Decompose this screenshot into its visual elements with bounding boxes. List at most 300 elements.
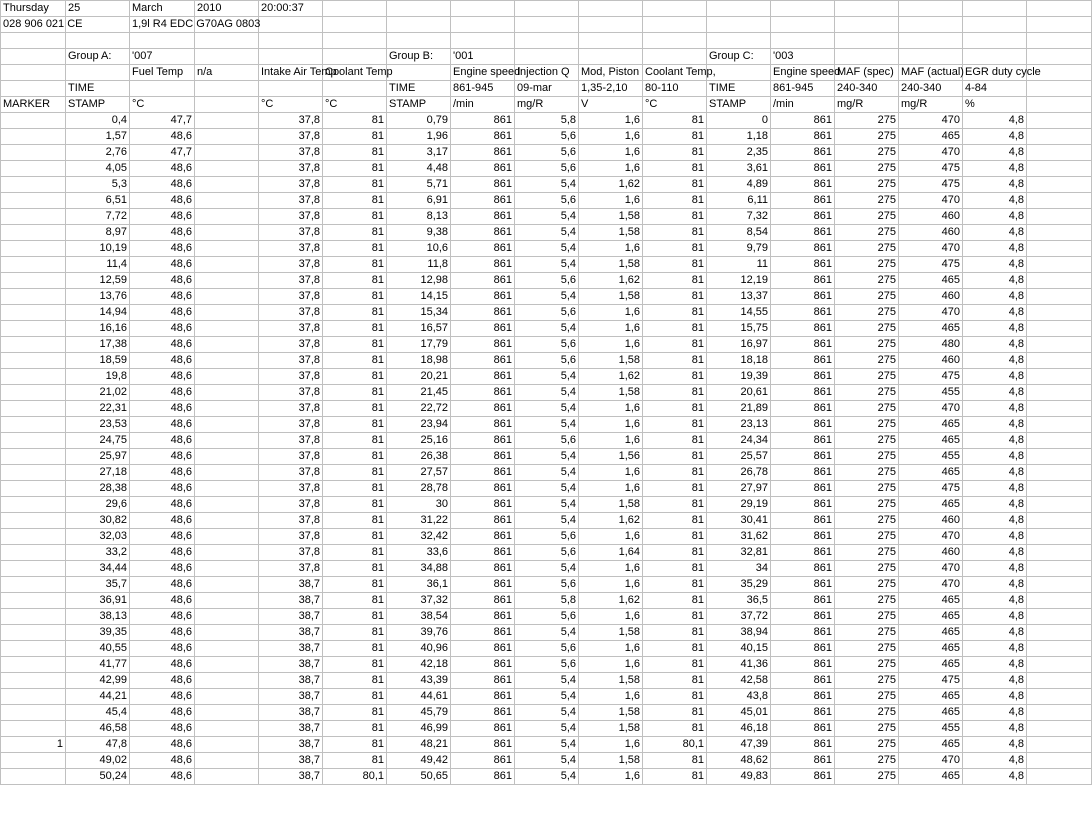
cell[interactable]: 49,02 bbox=[66, 753, 130, 769]
cell[interactable]: 12,19 bbox=[707, 273, 771, 289]
cell[interactable]: 48,6 bbox=[130, 337, 195, 353]
cell[interactable] bbox=[195, 737, 259, 753]
cell[interactable]: 18,98 bbox=[387, 353, 451, 369]
cell[interactable]: 40,55 bbox=[66, 641, 130, 657]
cell[interactable]: 475 bbox=[899, 177, 963, 193]
cell[interactable]: 1,62 bbox=[579, 177, 643, 193]
cell[interactable]: 37,8 bbox=[259, 433, 323, 449]
cell[interactable]: 861 bbox=[771, 769, 835, 785]
cell[interactable] bbox=[387, 65, 451, 81]
cell[interactable]: 31,22 bbox=[387, 513, 451, 529]
cell[interactable]: 275 bbox=[835, 465, 899, 481]
cell[interactable]: 32,81 bbox=[707, 545, 771, 561]
cell[interactable]: 861 bbox=[451, 705, 515, 721]
cell[interactable]: 81 bbox=[643, 705, 707, 721]
cell[interactable] bbox=[1027, 497, 1092, 513]
cell[interactable]: 81 bbox=[643, 113, 707, 129]
cell[interactable]: 861 bbox=[451, 433, 515, 449]
cell[interactable]: 5,6 bbox=[515, 305, 579, 321]
cell[interactable]: 1,62 bbox=[579, 369, 643, 385]
cell[interactable]: 4,89 bbox=[707, 177, 771, 193]
cell[interactable] bbox=[579, 33, 643, 49]
cell[interactable]: 861 bbox=[771, 113, 835, 129]
cell[interactable]: 41,77 bbox=[66, 657, 130, 673]
cell[interactable] bbox=[259, 33, 323, 49]
cell[interactable]: 455 bbox=[899, 721, 963, 737]
cell[interactable]: 81 bbox=[643, 177, 707, 193]
cell[interactable]: 861 bbox=[451, 513, 515, 529]
cell[interactable]: 38,7 bbox=[259, 625, 323, 641]
cell[interactable]: 81 bbox=[323, 625, 387, 641]
cell[interactable]: 4,8 bbox=[963, 257, 1027, 273]
cell[interactable]: 475 bbox=[899, 161, 963, 177]
cell[interactable]: 48,6 bbox=[130, 481, 195, 497]
cell[interactable]: 48,21 bbox=[387, 737, 451, 753]
cell[interactable]: 48,6 bbox=[130, 609, 195, 625]
cell[interactable] bbox=[195, 113, 259, 129]
cell[interactable]: 38,13 bbox=[66, 609, 130, 625]
cell[interactable]: 861 bbox=[771, 225, 835, 241]
cell[interactable]: 32,42 bbox=[387, 529, 451, 545]
cell[interactable]: 81 bbox=[323, 321, 387, 337]
cell[interactable] bbox=[195, 369, 259, 385]
cell[interactable]: 37,8 bbox=[259, 449, 323, 465]
cell[interactable]: 81 bbox=[323, 241, 387, 257]
cell[interactable]: 37,8 bbox=[259, 129, 323, 145]
cell[interactable]: 45,79 bbox=[387, 705, 451, 721]
cell[interactable]: 5,4 bbox=[515, 209, 579, 225]
cell[interactable] bbox=[899, 1, 963, 17]
cell[interactable] bbox=[1, 225, 66, 241]
cell[interactable]: 38,7 bbox=[259, 705, 323, 721]
cell[interactable]: 38,7 bbox=[259, 577, 323, 593]
cell[interactable]: Group C: bbox=[707, 49, 771, 65]
cell[interactable]: 470 bbox=[899, 113, 963, 129]
cell[interactable]: 460 bbox=[899, 513, 963, 529]
cell[interactable]: 5,6 bbox=[515, 337, 579, 353]
cell[interactable]: 4,8 bbox=[963, 689, 1027, 705]
cell[interactable]: 37,8 bbox=[259, 385, 323, 401]
cell[interactable] bbox=[643, 33, 707, 49]
cell[interactable] bbox=[899, 49, 963, 65]
cell[interactable] bbox=[1027, 17, 1092, 33]
cell[interactable] bbox=[1027, 561, 1092, 577]
cell[interactable] bbox=[195, 513, 259, 529]
cell[interactable] bbox=[1027, 305, 1092, 321]
cell[interactable]: 35,7 bbox=[66, 577, 130, 593]
cell[interactable]: 48,6 bbox=[130, 449, 195, 465]
cell[interactable]: 275 bbox=[835, 753, 899, 769]
cell[interactable]: STAMP bbox=[387, 97, 451, 113]
cell[interactable]: 275 bbox=[835, 497, 899, 513]
cell[interactable]: 5,6 bbox=[515, 193, 579, 209]
cell[interactable]: 3,17 bbox=[387, 145, 451, 161]
cell[interactable]: 861 bbox=[451, 145, 515, 161]
cell[interactable] bbox=[1, 305, 66, 321]
cell[interactable] bbox=[1, 241, 66, 257]
cell[interactable]: Intake Air Temp bbox=[259, 65, 323, 81]
cell[interactable]: 48,6 bbox=[130, 369, 195, 385]
cell[interactable]: 38,7 bbox=[259, 609, 323, 625]
cell[interactable]: 1,58 bbox=[579, 385, 643, 401]
cell[interactable]: 861 bbox=[771, 673, 835, 689]
cell[interactable] bbox=[195, 321, 259, 337]
cell[interactable] bbox=[1027, 769, 1092, 785]
cell[interactable]: 80-110 bbox=[643, 81, 707, 97]
cell[interactable]: 861 bbox=[451, 305, 515, 321]
cell[interactable]: 861 bbox=[771, 273, 835, 289]
cell[interactable]: 275 bbox=[835, 769, 899, 785]
cell[interactable]: 4,8 bbox=[963, 305, 1027, 321]
cell[interactable]: 48,62 bbox=[707, 753, 771, 769]
cell[interactable]: 4,8 bbox=[963, 433, 1027, 449]
cell[interactable]: 45,01 bbox=[707, 705, 771, 721]
cell[interactable] bbox=[1027, 33, 1092, 49]
cell[interactable]: 37,8 bbox=[259, 369, 323, 385]
cell[interactable]: 470 bbox=[899, 193, 963, 209]
cell[interactable] bbox=[323, 17, 387, 33]
cell[interactable]: '007 bbox=[130, 49, 195, 65]
cell[interactable]: 7,72 bbox=[66, 209, 130, 225]
cell[interactable]: 81 bbox=[323, 481, 387, 497]
cell[interactable]: 48,6 bbox=[130, 689, 195, 705]
cell[interactable]: 1,6 bbox=[579, 641, 643, 657]
cell[interactable]: 81 bbox=[323, 353, 387, 369]
cell[interactable]: 6,11 bbox=[707, 193, 771, 209]
cell[interactable]: 465 bbox=[899, 737, 963, 753]
cell[interactable]: 39,35 bbox=[66, 625, 130, 641]
cell[interactable]: 37,8 bbox=[259, 241, 323, 257]
cell[interactable]: 861 bbox=[451, 449, 515, 465]
cell[interactable]: 861 bbox=[771, 465, 835, 481]
cell[interactable]: 37,72 bbox=[707, 609, 771, 625]
cell[interactable]: 38,94 bbox=[707, 625, 771, 641]
cell[interactable]: 4,8 bbox=[963, 577, 1027, 593]
cell[interactable]: 480 bbox=[899, 337, 963, 353]
cell[interactable]: 861 bbox=[771, 721, 835, 737]
cell[interactable]: 27,97 bbox=[707, 481, 771, 497]
cell[interactable] bbox=[195, 481, 259, 497]
cell[interactable]: 81 bbox=[323, 609, 387, 625]
cell[interactable]: 24,75 bbox=[66, 433, 130, 449]
cell[interactable]: 14,15 bbox=[387, 289, 451, 305]
cell[interactable]: 81 bbox=[643, 641, 707, 657]
cell[interactable]: 861 bbox=[771, 641, 835, 657]
cell[interactable] bbox=[1027, 465, 1092, 481]
cell[interactable]: 275 bbox=[835, 625, 899, 641]
cell[interactable] bbox=[1027, 705, 1092, 721]
cell[interactable]: 1,6 bbox=[579, 737, 643, 753]
cell[interactable]: 81 bbox=[323, 113, 387, 129]
cell[interactable]: 275 bbox=[835, 257, 899, 273]
cell[interactable]: 81 bbox=[323, 337, 387, 353]
cell[interactable]: 861 bbox=[451, 209, 515, 225]
cell[interactable] bbox=[1027, 97, 1092, 113]
cell[interactable] bbox=[130, 81, 195, 97]
cell[interactable]: 4,8 bbox=[963, 289, 1027, 305]
cell[interactable] bbox=[771, 1, 835, 17]
cell[interactable]: 44,21 bbox=[66, 689, 130, 705]
cell[interactable]: 81 bbox=[323, 721, 387, 737]
cell[interactable]: 1,62 bbox=[579, 593, 643, 609]
cell[interactable]: 49,83 bbox=[707, 769, 771, 785]
cell[interactable] bbox=[1027, 577, 1092, 593]
cell[interactable]: 81 bbox=[643, 353, 707, 369]
cell[interactable] bbox=[1027, 129, 1092, 145]
cell[interactable]: 1,6 bbox=[579, 465, 643, 481]
cell[interactable] bbox=[195, 705, 259, 721]
cell[interactable]: 48,6 bbox=[130, 401, 195, 417]
cell[interactable]: 4,8 bbox=[963, 657, 1027, 673]
cell[interactable] bbox=[1027, 721, 1092, 737]
cell[interactable] bbox=[66, 33, 130, 49]
cell[interactable]: 861 bbox=[771, 705, 835, 721]
cell[interactable] bbox=[195, 545, 259, 561]
cell[interactable]: 861 bbox=[771, 145, 835, 161]
cell[interactable]: 37,8 bbox=[259, 209, 323, 225]
cell[interactable]: 37,8 bbox=[259, 161, 323, 177]
cell[interactable]: 81 bbox=[643, 273, 707, 289]
cell[interactable]: 5,4 bbox=[515, 753, 579, 769]
cell[interactable]: 861 bbox=[451, 609, 515, 625]
cell[interactable] bbox=[195, 305, 259, 321]
cell[interactable]: 81 bbox=[643, 769, 707, 785]
cell[interactable] bbox=[515, 33, 579, 49]
cell[interactable]: 1,58 bbox=[579, 353, 643, 369]
cell[interactable]: 14,55 bbox=[707, 305, 771, 321]
cell[interactable]: 81 bbox=[643, 417, 707, 433]
cell[interactable]: 4,8 bbox=[963, 561, 1027, 577]
cell[interactable]: 37,8 bbox=[259, 321, 323, 337]
cell[interactable]: 34 bbox=[707, 561, 771, 577]
cell[interactable]: 48,6 bbox=[130, 161, 195, 177]
cell[interactable] bbox=[899, 17, 963, 33]
cell[interactable]: 5,6 bbox=[515, 433, 579, 449]
cell[interactable]: 5,4 bbox=[515, 465, 579, 481]
cell[interactable]: 275 bbox=[835, 145, 899, 161]
cell[interactable]: 81 bbox=[323, 401, 387, 417]
cell[interactable]: 861 bbox=[771, 545, 835, 561]
cell[interactable] bbox=[1, 513, 66, 529]
cell[interactable]: 861 bbox=[771, 609, 835, 625]
cell[interactable]: 38,7 bbox=[259, 593, 323, 609]
cell[interactable]: 861 bbox=[771, 385, 835, 401]
cell[interactable] bbox=[1, 577, 66, 593]
cell[interactable]: 48,6 bbox=[130, 769, 195, 785]
cell[interactable]: 81 bbox=[643, 721, 707, 737]
cell[interactable] bbox=[771, 17, 835, 33]
cell[interactable] bbox=[1027, 529, 1092, 545]
cell[interactable]: 861 bbox=[451, 337, 515, 353]
cell[interactable]: 81 bbox=[323, 577, 387, 593]
cell[interactable] bbox=[963, 49, 1027, 65]
cell[interactable]: 48,6 bbox=[130, 577, 195, 593]
cell[interactable]: 4,8 bbox=[963, 481, 1027, 497]
cell[interactable]: 37,8 bbox=[259, 289, 323, 305]
cell[interactable]: 275 bbox=[835, 321, 899, 337]
cell[interactable]: 81 bbox=[323, 193, 387, 209]
cell[interactable]: 22,72 bbox=[387, 401, 451, 417]
cell[interactable]: 81 bbox=[323, 737, 387, 753]
cell[interactable]: 861 bbox=[451, 641, 515, 657]
cell[interactable] bbox=[771, 33, 835, 49]
cell[interactable] bbox=[1027, 753, 1092, 769]
cell[interactable]: 48,6 bbox=[130, 193, 195, 209]
cell[interactable]: 475 bbox=[899, 369, 963, 385]
cell[interactable]: 23,13 bbox=[707, 417, 771, 433]
cell[interactable]: 465 bbox=[899, 705, 963, 721]
cell[interactable] bbox=[1, 353, 66, 369]
cell[interactable]: 4,8 bbox=[963, 321, 1027, 337]
cell[interactable] bbox=[1, 81, 66, 97]
cell[interactable] bbox=[1027, 145, 1092, 161]
cell[interactable] bbox=[1027, 289, 1092, 305]
cell[interactable] bbox=[1027, 49, 1092, 65]
cell[interactable] bbox=[1, 369, 66, 385]
cell[interactable]: 465 bbox=[899, 465, 963, 481]
cell[interactable]: 4,8 bbox=[963, 401, 1027, 417]
cell[interactable]: 81 bbox=[643, 657, 707, 673]
cell[interactable]: 81 bbox=[323, 289, 387, 305]
cell[interactable]: 861 bbox=[451, 657, 515, 673]
cell[interactable]: 10,19 bbox=[66, 241, 130, 257]
cell[interactable] bbox=[1027, 161, 1092, 177]
cell[interactable] bbox=[195, 769, 259, 785]
cell[interactable]: 4,8 bbox=[963, 593, 1027, 609]
cell[interactable]: 1,58 bbox=[579, 209, 643, 225]
cell[interactable]: 36,1 bbox=[387, 577, 451, 593]
cell[interactable]: 81 bbox=[323, 433, 387, 449]
cell[interactable] bbox=[1, 273, 66, 289]
cell[interactable]: 48,6 bbox=[130, 673, 195, 689]
cell[interactable]: 4,48 bbox=[387, 161, 451, 177]
cell[interactable]: 42,58 bbox=[707, 673, 771, 689]
cell[interactable] bbox=[195, 641, 259, 657]
cell[interactable]: 48,6 bbox=[130, 433, 195, 449]
cell[interactable]: 28,38 bbox=[66, 481, 130, 497]
cell[interactable]: 81 bbox=[323, 225, 387, 241]
cell[interactable]: 861 bbox=[771, 129, 835, 145]
cell[interactable]: 4,8 bbox=[963, 145, 1027, 161]
cell[interactable]: 861-945 bbox=[771, 81, 835, 97]
cell[interactable] bbox=[451, 33, 515, 49]
cell[interactable] bbox=[195, 225, 259, 241]
cell[interactable]: 861 bbox=[771, 513, 835, 529]
cell[interactable]: 861 bbox=[451, 257, 515, 273]
cell[interactable]: 861 bbox=[451, 417, 515, 433]
cell[interactable]: 38,7 bbox=[259, 673, 323, 689]
cell[interactable] bbox=[195, 385, 259, 401]
cell[interactable]: 38,7 bbox=[259, 721, 323, 737]
cell[interactable]: 5,71 bbox=[387, 177, 451, 193]
cell[interactable] bbox=[195, 273, 259, 289]
cell[interactable]: 4,8 bbox=[963, 465, 1027, 481]
cell[interactable]: 81 bbox=[323, 385, 387, 401]
cell[interactable] bbox=[195, 193, 259, 209]
cell[interactable]: 861 bbox=[771, 689, 835, 705]
cell[interactable] bbox=[259, 49, 323, 65]
cell[interactable]: 37,8 bbox=[259, 561, 323, 577]
cell[interactable]: 20:00:37 bbox=[259, 1, 323, 17]
cell[interactable] bbox=[1, 529, 66, 545]
cell[interactable] bbox=[1, 449, 66, 465]
cell[interactable]: 861 bbox=[771, 657, 835, 673]
cell[interactable]: 5,4 bbox=[515, 241, 579, 257]
cell[interactable]: 48,6 bbox=[130, 129, 195, 145]
cell[interactable]: 27,57 bbox=[387, 465, 451, 481]
cell[interactable]: 5,6 bbox=[515, 145, 579, 161]
cell[interactable]: 455 bbox=[899, 385, 963, 401]
cell[interactable] bbox=[130, 33, 195, 49]
cell[interactable]: 48,6 bbox=[130, 225, 195, 241]
cell[interactable]: 48,6 bbox=[130, 705, 195, 721]
cell[interactable] bbox=[1, 721, 66, 737]
cell[interactable]: Injection Q bbox=[515, 65, 579, 81]
cell[interactable] bbox=[1, 33, 66, 49]
cell[interactable] bbox=[1, 209, 66, 225]
cell[interactable]: 4,8 bbox=[963, 545, 1027, 561]
cell[interactable]: 275 bbox=[835, 353, 899, 369]
cell[interactable]: Engine speed bbox=[451, 65, 515, 81]
cell[interactable]: 4,8 bbox=[963, 625, 1027, 641]
cell[interactable]: 27,18 bbox=[66, 465, 130, 481]
cell[interactable]: 275 bbox=[835, 401, 899, 417]
cell[interactable]: 1,6 bbox=[579, 657, 643, 673]
cell[interactable]: STAMP bbox=[66, 97, 130, 113]
cell[interactable]: 1,6 bbox=[579, 561, 643, 577]
cell[interactable]: 16,16 bbox=[66, 321, 130, 337]
cell[interactable]: TIME bbox=[707, 81, 771, 97]
cell[interactable] bbox=[1027, 401, 1092, 417]
cell[interactable]: 48,6 bbox=[130, 177, 195, 193]
cell[interactable] bbox=[1027, 385, 1092, 401]
cell[interactable]: 1,6 bbox=[579, 609, 643, 625]
cell[interactable]: 1,6 bbox=[579, 129, 643, 145]
cell[interactable]: 18,18 bbox=[707, 353, 771, 369]
cell[interactable] bbox=[195, 209, 259, 225]
cell[interactable]: 1,6 bbox=[579, 161, 643, 177]
cell[interactable]: 275 bbox=[835, 209, 899, 225]
cell[interactable] bbox=[1027, 1, 1092, 17]
cell[interactable]: n/a bbox=[195, 65, 259, 81]
cell[interactable]: 1,6 bbox=[579, 321, 643, 337]
cell[interactable]: 4,8 bbox=[963, 769, 1027, 785]
cell[interactable] bbox=[451, 17, 515, 33]
cell[interactable]: 5,4 bbox=[515, 561, 579, 577]
cell[interactable]: 861 bbox=[451, 161, 515, 177]
cell[interactable]: 81 bbox=[323, 449, 387, 465]
cell[interactable] bbox=[579, 1, 643, 17]
cell[interactable]: 470 bbox=[899, 561, 963, 577]
cell[interactable]: 48,6 bbox=[130, 417, 195, 433]
cell[interactable]: 1,6 bbox=[579, 433, 643, 449]
cell[interactable] bbox=[1, 689, 66, 705]
cell[interactable]: 5,4 bbox=[515, 369, 579, 385]
cell[interactable]: 37,8 bbox=[259, 353, 323, 369]
cell[interactable]: 34,88 bbox=[387, 561, 451, 577]
cell[interactable] bbox=[195, 529, 259, 545]
cell[interactable] bbox=[195, 289, 259, 305]
cell[interactable]: 81 bbox=[643, 129, 707, 145]
cell[interactable]: 81 bbox=[643, 465, 707, 481]
cell[interactable] bbox=[707, 17, 771, 33]
cell[interactable]: 81 bbox=[643, 145, 707, 161]
cell[interactable]: 09-mar bbox=[515, 81, 579, 97]
cell[interactable] bbox=[1027, 657, 1092, 673]
cell[interactable]: 5,4 bbox=[515, 769, 579, 785]
cell[interactable]: 861 bbox=[451, 561, 515, 577]
cell[interactable]: 1 bbox=[1, 737, 66, 753]
